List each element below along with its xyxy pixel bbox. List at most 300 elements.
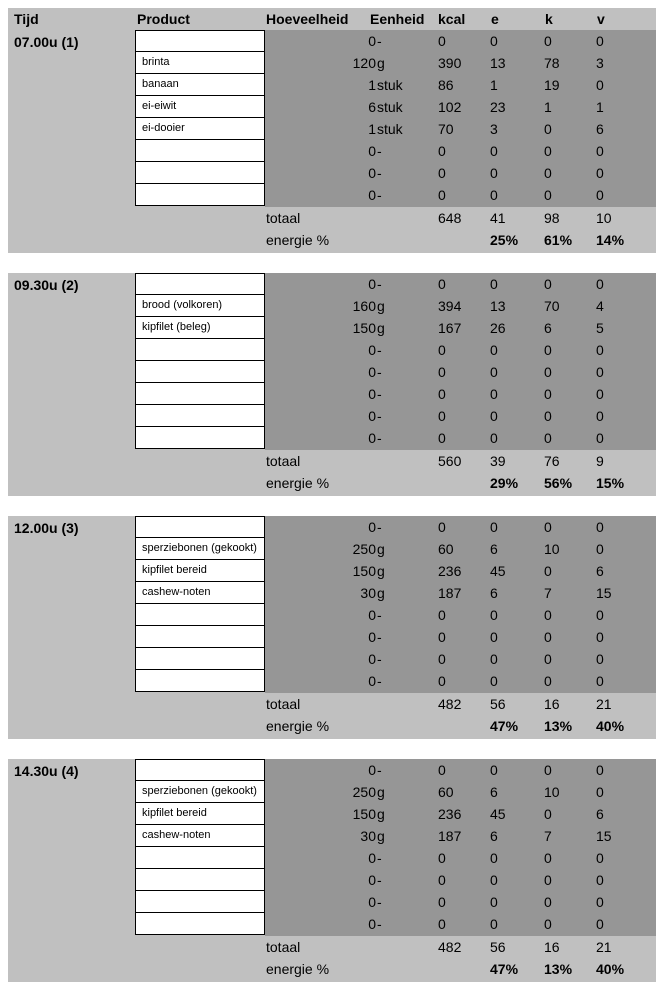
v-cell: 0 bbox=[596, 894, 604, 910]
table-row bbox=[8, 516, 656, 538]
v-cell: 0 bbox=[596, 651, 604, 667]
kcal-cell: 236 bbox=[438, 806, 462, 822]
unit-cell: stuk bbox=[377, 121, 403, 137]
k-cell: 0 bbox=[544, 519, 552, 535]
unit-cell: stuk bbox=[377, 99, 403, 115]
energy-e: 29% bbox=[490, 475, 519, 491]
e-cell: 0 bbox=[490, 894, 498, 910]
table-row bbox=[8, 162, 656, 184]
product-cell[interactable] bbox=[135, 670, 265, 692]
v-cell: 0 bbox=[596, 607, 604, 623]
product-cell[interactable]: kipfilet bereid bbox=[135, 560, 265, 582]
quantity-cell: 0 bbox=[368, 386, 376, 402]
quantity-cell: 1 bbox=[368, 77, 376, 93]
product-cell[interactable]: kipfilet (beleg) bbox=[135, 317, 265, 339]
product-cell[interactable]: brood (volkoren) bbox=[135, 295, 265, 317]
product-cell[interactable] bbox=[135, 648, 265, 670]
e-cell: 0 bbox=[490, 916, 498, 932]
unit-cell: - bbox=[377, 364, 382, 380]
k-cell: 10 bbox=[544, 784, 560, 800]
header-eenheid: Eenheid bbox=[370, 11, 425, 27]
energy-k: 13% bbox=[544, 961, 573, 977]
table-row bbox=[8, 891, 656, 913]
e-cell: 0 bbox=[490, 143, 498, 159]
e-cell: 1 bbox=[490, 77, 498, 93]
k-cell: 6 bbox=[544, 320, 552, 336]
quantity-cell: 0 bbox=[368, 276, 376, 292]
header-e: e bbox=[491, 11, 499, 27]
kcal-cell: 0 bbox=[438, 673, 446, 689]
e-cell: 0 bbox=[490, 408, 498, 424]
unit-cell: g bbox=[377, 828, 385, 844]
product-cell[interactable] bbox=[135, 847, 265, 869]
table-row bbox=[8, 538, 656, 560]
table-row bbox=[8, 383, 656, 405]
kcal-cell: 167 bbox=[438, 320, 462, 336]
k-cell: 0 bbox=[544, 121, 552, 137]
kcal-cell: 0 bbox=[438, 33, 446, 49]
energy-k: 13% bbox=[544, 718, 573, 734]
table-row bbox=[8, 803, 656, 825]
product-cell[interactable]: cashew-noten bbox=[135, 582, 265, 604]
energy-v: 15% bbox=[596, 475, 625, 491]
table-row bbox=[8, 626, 656, 648]
quantity-cell: 150 bbox=[352, 320, 376, 336]
kcal-cell: 60 bbox=[438, 541, 454, 557]
unit-cell: - bbox=[377, 519, 382, 535]
e-cell: 0 bbox=[490, 850, 498, 866]
e-cell: 13 bbox=[490, 55, 506, 71]
unit-cell: - bbox=[377, 850, 382, 866]
v-cell: 15 bbox=[596, 828, 612, 844]
unit-cell: - bbox=[377, 408, 382, 424]
header-row bbox=[8, 8, 656, 30]
k-cell: 0 bbox=[544, 187, 552, 203]
product-cell[interactable]: cashew-noten bbox=[135, 825, 265, 847]
kcal-cell: 187 bbox=[438, 585, 462, 601]
product-cell[interactable] bbox=[135, 427, 265, 449]
table-row bbox=[8, 405, 656, 427]
unit-cell: g bbox=[377, 784, 385, 800]
table-row bbox=[8, 825, 656, 847]
e-cell: 26 bbox=[490, 320, 506, 336]
kcal-cell: 0 bbox=[438, 408, 446, 424]
total-e: 41 bbox=[490, 210, 506, 226]
product-cell[interactable] bbox=[135, 626, 265, 648]
k-cell: 0 bbox=[544, 430, 552, 446]
product-cell[interactable] bbox=[135, 913, 265, 935]
table-row bbox=[8, 781, 656, 803]
kcal-cell: 390 bbox=[438, 55, 462, 71]
table-row bbox=[8, 317, 656, 339]
quantity-cell: 1 bbox=[368, 121, 376, 137]
v-cell: 4 bbox=[596, 298, 604, 314]
quantity-cell: 250 bbox=[352, 541, 376, 557]
e-cell: 45 bbox=[490, 806, 506, 822]
table-row bbox=[8, 847, 656, 869]
quantity-cell: 0 bbox=[368, 165, 376, 181]
quantity-cell: 0 bbox=[368, 519, 376, 535]
e-cell: 23 bbox=[490, 99, 506, 115]
quantity-cell: 0 bbox=[368, 607, 376, 623]
energy-v: 40% bbox=[596, 718, 625, 734]
k-cell: 10 bbox=[544, 541, 560, 557]
energy-v: 14% bbox=[596, 232, 625, 248]
v-cell: 15 bbox=[596, 585, 612, 601]
e-cell: 13 bbox=[490, 298, 506, 314]
e-cell: 0 bbox=[490, 607, 498, 623]
kcal-cell: 187 bbox=[438, 828, 462, 844]
v-cell: 0 bbox=[596, 916, 604, 932]
k-cell: 0 bbox=[544, 165, 552, 181]
e-cell: 0 bbox=[490, 386, 498, 402]
kcal-cell: 0 bbox=[438, 850, 446, 866]
kcal-cell: 0 bbox=[438, 276, 446, 292]
k-cell: 19 bbox=[544, 77, 560, 93]
meal-time: 14.30u (4) bbox=[14, 763, 79, 779]
unit-cell: - bbox=[377, 430, 382, 446]
meal-block bbox=[8, 30, 656, 253]
total-row bbox=[8, 936, 656, 958]
quantity-cell: 0 bbox=[368, 916, 376, 932]
energy-row bbox=[8, 229, 656, 251]
product-cell[interactable]: banaan bbox=[135, 74, 265, 96]
total-v: 10 bbox=[596, 210, 612, 226]
quantity-cell: 30 bbox=[360, 828, 376, 844]
unit-cell: stuk bbox=[377, 77, 403, 93]
quantity-cell: 0 bbox=[368, 408, 376, 424]
k-cell: 7 bbox=[544, 585, 552, 601]
total-k: 76 bbox=[544, 453, 560, 469]
product-cell[interactable] bbox=[135, 140, 265, 162]
e-cell: 0 bbox=[490, 651, 498, 667]
k-cell: 0 bbox=[544, 33, 552, 49]
header-kcal: kcal bbox=[438, 11, 466, 27]
quantity-cell: 0 bbox=[368, 651, 376, 667]
kcal-cell: 0 bbox=[438, 894, 446, 910]
energy-e: 47% bbox=[490, 961, 519, 977]
unit-cell: - bbox=[377, 165, 382, 181]
v-cell: 0 bbox=[596, 143, 604, 159]
unit-cell: g bbox=[377, 585, 385, 601]
product-cell[interactable]: sperziebonen (gekookt) bbox=[135, 781, 265, 803]
e-cell: 6 bbox=[490, 541, 498, 557]
unit-cell: - bbox=[377, 872, 382, 888]
quantity-cell: 0 bbox=[368, 33, 376, 49]
v-cell: 0 bbox=[596, 77, 604, 93]
v-cell: 6 bbox=[596, 806, 604, 822]
table-row bbox=[8, 295, 656, 317]
quantity-cell: 6 bbox=[368, 99, 376, 115]
unit-cell: - bbox=[377, 629, 382, 645]
product-cell[interactable] bbox=[135, 273, 265, 295]
table-row bbox=[8, 30, 656, 52]
e-cell: 45 bbox=[490, 563, 506, 579]
energy-v: 40% bbox=[596, 961, 625, 977]
unit-cell: - bbox=[377, 187, 382, 203]
k-cell: 0 bbox=[544, 762, 552, 778]
unit-cell: - bbox=[377, 33, 382, 49]
e-cell: 0 bbox=[490, 342, 498, 358]
table-row bbox=[8, 96, 656, 118]
table-row bbox=[8, 560, 656, 582]
energy-label: energie % bbox=[266, 961, 330, 977]
energy-e: 25% bbox=[490, 232, 519, 248]
unit-cell: g bbox=[377, 563, 385, 579]
v-cell: 3 bbox=[596, 55, 604, 71]
kcal-cell: 0 bbox=[438, 872, 446, 888]
quantity-cell: 160 bbox=[352, 298, 376, 314]
k-cell: 0 bbox=[544, 673, 552, 689]
e-cell: 0 bbox=[490, 364, 498, 380]
table-row bbox=[8, 913, 656, 935]
product-cell[interactable] bbox=[135, 162, 265, 184]
k-cell: 0 bbox=[544, 651, 552, 667]
k-cell: 78 bbox=[544, 55, 560, 71]
k-cell: 0 bbox=[544, 872, 552, 888]
energy-k: 61% bbox=[544, 232, 573, 248]
table-row bbox=[8, 118, 656, 140]
kcal-cell: 0 bbox=[438, 430, 446, 446]
unit-cell: g bbox=[377, 298, 385, 314]
product-cell[interactable]: sperziebonen (gekookt) bbox=[135, 538, 265, 560]
v-cell: 0 bbox=[596, 629, 604, 645]
header-v: v bbox=[597, 11, 605, 27]
quantity-cell: 0 bbox=[368, 762, 376, 778]
v-cell: 0 bbox=[596, 762, 604, 778]
unit-cell: - bbox=[377, 762, 382, 778]
v-cell: 0 bbox=[596, 784, 604, 800]
product-cell[interactable]: brinta bbox=[135, 52, 265, 74]
energy-row bbox=[8, 958, 656, 980]
product-cell[interactable] bbox=[135, 891, 265, 913]
meal-block bbox=[8, 273, 656, 496]
k-cell: 7 bbox=[544, 828, 552, 844]
table-row bbox=[8, 184, 656, 206]
kcal-cell: 0 bbox=[438, 651, 446, 667]
e-cell: 0 bbox=[490, 762, 498, 778]
table-row bbox=[8, 52, 656, 74]
kcal-cell: 102 bbox=[438, 99, 462, 115]
kcal-cell: 0 bbox=[438, 607, 446, 623]
table-row bbox=[8, 140, 656, 162]
k-cell: 0 bbox=[544, 408, 552, 424]
e-cell: 0 bbox=[490, 519, 498, 535]
table-row bbox=[8, 273, 656, 295]
kcal-cell: 70 bbox=[438, 121, 454, 137]
energy-label: energie % bbox=[266, 718, 330, 734]
k-cell: 0 bbox=[544, 916, 552, 932]
v-cell: 0 bbox=[596, 187, 604, 203]
e-cell: 6 bbox=[490, 784, 498, 800]
total-kcal: 560 bbox=[438, 453, 462, 469]
product-cell[interactable] bbox=[135, 339, 265, 361]
kcal-cell: 0 bbox=[438, 364, 446, 380]
kcal-cell: 394 bbox=[438, 298, 462, 314]
product-cell[interactable] bbox=[135, 516, 265, 538]
unit-cell: - bbox=[377, 673, 382, 689]
table-row bbox=[8, 604, 656, 626]
total-e: 39 bbox=[490, 453, 506, 469]
total-label: totaal bbox=[266, 939, 301, 955]
unit-cell: - bbox=[377, 894, 382, 910]
product-cell[interactable] bbox=[135, 759, 265, 781]
unit-cell: - bbox=[377, 276, 382, 292]
meal-plan-sheet bbox=[8, 8, 656, 984]
v-cell: 0 bbox=[596, 342, 604, 358]
total-k: 16 bbox=[544, 696, 560, 712]
table-row bbox=[8, 74, 656, 96]
unit-cell: g bbox=[377, 806, 385, 822]
k-cell: 0 bbox=[544, 563, 552, 579]
k-cell: 0 bbox=[544, 342, 552, 358]
v-cell: 0 bbox=[596, 386, 604, 402]
product-cell[interactable]: ei-dooier bbox=[135, 118, 265, 140]
kcal-cell: 0 bbox=[438, 519, 446, 535]
v-cell: 0 bbox=[596, 165, 604, 181]
energy-row bbox=[8, 472, 656, 494]
meal-time: 09.30u (2) bbox=[14, 277, 79, 293]
table-row bbox=[8, 648, 656, 670]
product-cell[interactable]: ei-eiwit bbox=[135, 96, 265, 118]
v-cell: 0 bbox=[596, 33, 604, 49]
k-cell: 70 bbox=[544, 298, 560, 314]
product-cell[interactable] bbox=[135, 869, 265, 891]
v-cell: 0 bbox=[596, 850, 604, 866]
unit-cell: - bbox=[377, 916, 382, 932]
k-cell: 1 bbox=[544, 99, 552, 115]
v-cell: 0 bbox=[596, 673, 604, 689]
product-cell[interactable]: kipfilet bereid bbox=[135, 803, 265, 825]
table-row bbox=[8, 427, 656, 449]
kcal-cell: 0 bbox=[438, 762, 446, 778]
kcal-cell: 0 bbox=[438, 165, 446, 181]
unit-cell: - bbox=[377, 342, 382, 358]
unit-cell: - bbox=[377, 651, 382, 667]
k-cell: 0 bbox=[544, 850, 552, 866]
table-row bbox=[8, 361, 656, 383]
product-cell[interactable] bbox=[135, 405, 265, 427]
total-label: totaal bbox=[266, 696, 301, 712]
header-hoeveelheid: Hoeveelheid bbox=[266, 11, 349, 27]
unit-cell: g bbox=[377, 541, 385, 557]
table-row bbox=[8, 339, 656, 361]
kcal-cell: 0 bbox=[438, 143, 446, 159]
kcal-cell: 0 bbox=[438, 342, 446, 358]
quantity-cell: 250 bbox=[352, 784, 376, 800]
total-row bbox=[8, 693, 656, 715]
v-cell: 0 bbox=[596, 364, 604, 380]
table-row bbox=[8, 759, 656, 781]
table-row bbox=[8, 670, 656, 692]
product-cell[interactable] bbox=[135, 361, 265, 383]
e-cell: 3 bbox=[490, 121, 498, 137]
quantity-cell: 120 bbox=[352, 55, 376, 71]
quantity-cell: 150 bbox=[352, 563, 376, 579]
k-cell: 0 bbox=[544, 276, 552, 292]
e-cell: 0 bbox=[490, 629, 498, 645]
kcal-cell: 0 bbox=[438, 629, 446, 645]
k-cell: 0 bbox=[544, 364, 552, 380]
unit-cell: g bbox=[377, 320, 385, 336]
e-cell: 0 bbox=[490, 872, 498, 888]
quantity-cell: 0 bbox=[368, 872, 376, 888]
product-cell[interactable] bbox=[135, 184, 265, 206]
header-tijd: Tijd bbox=[14, 11, 39, 27]
quantity-cell: 0 bbox=[368, 629, 376, 645]
meal-block bbox=[8, 759, 656, 982]
total-label: totaal bbox=[266, 210, 301, 226]
k-cell: 0 bbox=[544, 629, 552, 645]
e-cell: 0 bbox=[490, 276, 498, 292]
quantity-cell: 0 bbox=[368, 364, 376, 380]
kcal-cell: 0 bbox=[438, 386, 446, 402]
e-cell: 6 bbox=[490, 828, 498, 844]
e-cell: 6 bbox=[490, 585, 498, 601]
e-cell: 0 bbox=[490, 430, 498, 446]
total-e: 56 bbox=[490, 939, 506, 955]
v-cell: 6 bbox=[596, 121, 604, 137]
energy-e: 47% bbox=[490, 718, 519, 734]
product-cell[interactable] bbox=[135, 604, 265, 626]
table-row bbox=[8, 582, 656, 604]
k-cell: 0 bbox=[544, 143, 552, 159]
v-cell: 0 bbox=[596, 430, 604, 446]
e-cell: 0 bbox=[490, 673, 498, 689]
kcal-cell: 236 bbox=[438, 563, 462, 579]
total-v: 21 bbox=[596, 939, 612, 955]
quantity-cell: 150 bbox=[352, 806, 376, 822]
total-label: totaal bbox=[266, 453, 301, 469]
quantity-cell: 0 bbox=[368, 673, 376, 689]
product-cell[interactable] bbox=[135, 30, 265, 52]
kcal-cell: 0 bbox=[438, 187, 446, 203]
meal-time: 12.00u (3) bbox=[14, 520, 79, 536]
total-kcal: 648 bbox=[438, 210, 462, 226]
table-row bbox=[8, 869, 656, 891]
total-v: 9 bbox=[596, 453, 604, 469]
kcal-cell: 60 bbox=[438, 784, 454, 800]
total-k: 98 bbox=[544, 210, 560, 226]
k-cell: 0 bbox=[544, 607, 552, 623]
v-cell: 0 bbox=[596, 276, 604, 292]
v-cell: 6 bbox=[596, 563, 604, 579]
unit-cell: - bbox=[377, 143, 382, 159]
meal-time: 07.00u (1) bbox=[14, 34, 79, 50]
quantity-cell: 0 bbox=[368, 187, 376, 203]
energy-k: 56% bbox=[544, 475, 573, 491]
energy-label: energie % bbox=[266, 475, 330, 491]
total-v: 21 bbox=[596, 696, 612, 712]
v-cell: 1 bbox=[596, 99, 604, 115]
kcal-cell: 86 bbox=[438, 77, 454, 93]
meal-block bbox=[8, 516, 656, 739]
quantity-cell: 0 bbox=[368, 850, 376, 866]
quantity-cell: 0 bbox=[368, 143, 376, 159]
e-cell: 0 bbox=[490, 187, 498, 203]
v-cell: 0 bbox=[596, 541, 604, 557]
total-row bbox=[8, 450, 656, 472]
v-cell: 0 bbox=[596, 408, 604, 424]
unit-cell: - bbox=[377, 386, 382, 402]
unit-cell: - bbox=[377, 607, 382, 623]
k-cell: 0 bbox=[544, 894, 552, 910]
v-cell: 0 bbox=[596, 519, 604, 535]
product-cell[interactable] bbox=[135, 383, 265, 405]
e-cell: 0 bbox=[490, 33, 498, 49]
k-cell: 0 bbox=[544, 806, 552, 822]
total-kcal: 482 bbox=[438, 696, 462, 712]
